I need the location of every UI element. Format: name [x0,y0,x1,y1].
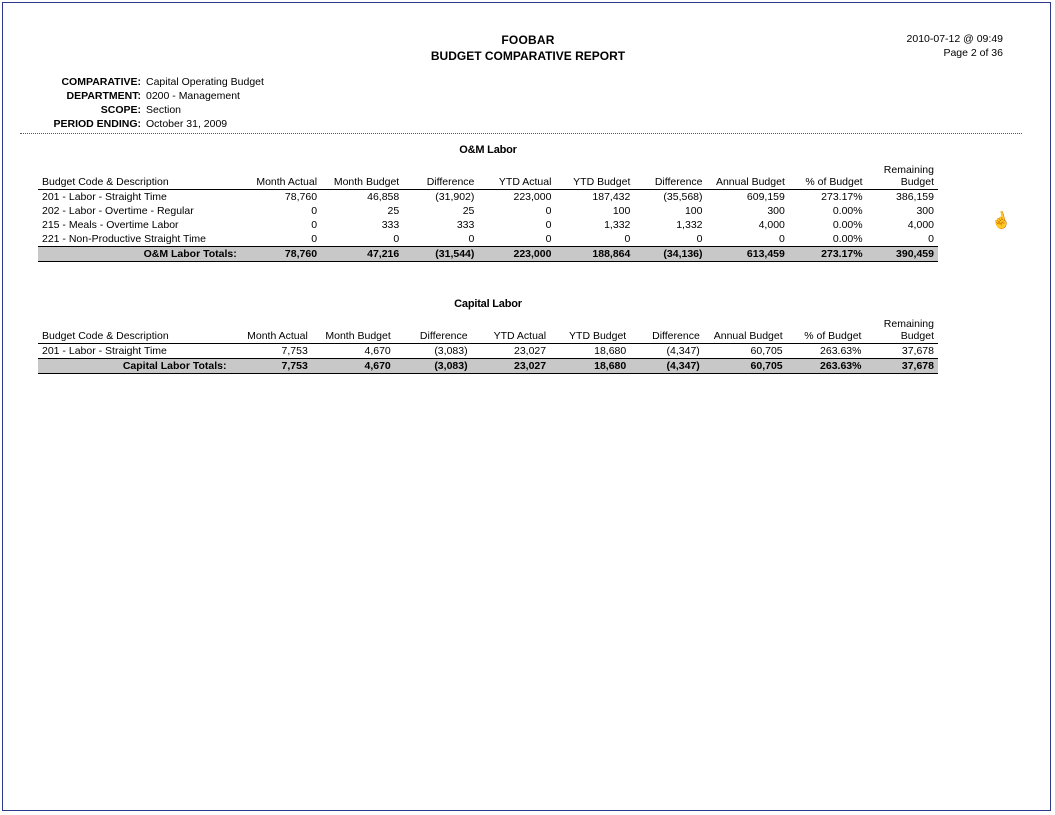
cell-total-month-actual: 7,753 [230,359,311,374]
cell-total-difference-2: (34,136) [634,247,706,262]
table-total-row [38,247,938,262]
table-row [38,218,938,232]
cell-total-month-actual: 78,760 [241,247,321,262]
cell-month-actual: 7,753 [281,345,308,357]
col-header-ytd-actual: YTD Actual [478,164,555,190]
cell-remaining-budget: 37,678 [901,345,934,357]
meta-value-department: 0200 - Management [146,90,240,102]
col-header-description: Budget Code & Description [38,318,230,344]
meta-value-period-ending: October 31, 2009 [146,118,228,130]
cell-description: 221 - Non-Productive Straight Time [42,233,206,245]
cell-remaining-budget: 0 [928,233,934,245]
page-title: BUDGET COMPARATIVE REPORT [430,49,626,63]
meta-value-scope: Section [146,104,182,116]
cell-month-budget: 333 [381,219,400,231]
cell-total-month-budget: 47,216 [321,247,403,262]
table-row [38,232,938,247]
meta-label-period-ending: PERIOD ENDING: [53,118,141,130]
report-header [18,11,1038,67]
cell-total-ytd-actual: 223,000 [478,247,555,262]
meta-row-department [36,89,1038,103]
col-header-difference: Difference [395,318,472,344]
cell-percent-of-budget: 273.17% [821,191,863,203]
col-header-difference: Difference [403,164,478,190]
cell-ytd-budget: 18,680 [594,345,627,357]
col-header-remaining-budget [867,164,938,190]
col-header-remaining-budget [865,318,938,344]
cell-difference-2: (4,347) [666,345,700,357]
cell-total-annual-budget: 613,459 [707,247,789,262]
cell-annual-budget: 300 [767,205,785,217]
table-row [38,204,938,218]
cell-ytd-budget: 100 [612,205,631,217]
cell-difference: (3,083) [434,345,468,357]
table-header-row [38,164,938,190]
cell-annual-budget: 609,159 [746,191,785,203]
col-header-ytd-actual: YTD Actual [472,318,551,344]
cell-ytd-actual: 223,000 [513,191,552,203]
col-header-percent-of-budget: % of Budget [789,164,867,190]
cell-total-month-budget: 4,670 [312,359,395,374]
cell-percent-of-budget: 0.00% [832,205,863,217]
cell-description: 215 - Meals - Overtime Labor [42,219,179,231]
table-header-row [38,318,938,344]
section-om-labor [18,144,1038,262]
company-name: FOOBAR [501,33,555,47]
col-header-annual-budget: Annual Budget [704,318,787,344]
cell-total-label: Capital Labor Totals: [38,359,230,374]
cell-difference: (31,902) [435,191,475,203]
cell-difference-2: 100 [684,205,703,217]
header-divider [20,133,1022,134]
cell-description: 201 - Labor - Straight Time [42,345,167,357]
col-header-remaining-budget-line2: Budget [900,330,934,342]
col-header-percent-of-budget: % of Budget [787,318,866,344]
meta-label-scope: SCOPE: [100,104,141,116]
meta-row-period-ending [36,117,1038,131]
cell-total-label: O&M Labor Totals: [38,247,241,262]
section-title-om-labor: O&M Labor [459,144,517,156]
cell-description: 202 - Labor - Overtime - Regular [42,205,194,217]
cell-total-ytd-budget: 188,864 [555,247,634,262]
cell-total-percent-of-budget: 273.17% [789,247,867,262]
report-timestamp: 2010-07-12 @ 09:49 [906,33,1003,45]
cell-ytd-actual: 0 [545,219,552,231]
cell-percent-of-budget: 0.00% [832,233,863,245]
cell-month-budget: 25 [387,205,400,217]
col-header-month-actual: Month Actual [241,164,321,190]
cell-percent-of-budget: 263.63% [820,345,862,357]
col-header-month-actual: Month Actual [230,318,311,344]
cell-ytd-budget: 1,332 [604,219,631,231]
table-capital-labor [38,318,938,374]
cell-annual-budget: 0 [779,233,785,245]
table-row [38,190,938,205]
cell-difference: 0 [468,233,475,245]
cell-annual-budget: 4,000 [758,219,785,231]
cell-remaining-budget: 300 [916,205,934,217]
report-meta [36,75,1038,131]
cell-ytd-budget: 0 [624,233,631,245]
page-number: Page 2 of 36 [943,47,1003,59]
cell-total-difference-2: (4,347) [630,359,704,374]
cell-annual-budget: 60,705 [750,345,783,357]
cell-difference-2: (35,568) [663,191,703,203]
report-page [18,11,1038,804]
cell-description: 201 - Labor - Straight Time [42,191,167,203]
cell-percent-of-budget: 0.00% [832,219,863,231]
cell-month-actual: 0 [311,205,318,217]
cell-month-budget: 4,670 [364,345,391,357]
cell-month-budget: 0 [393,233,400,245]
col-header-description: Budget Code & Description [38,164,241,190]
meta-row-scope [36,103,1038,117]
col-header-remaining-budget-line1: Remaining [883,164,934,176]
table-total-row [38,359,938,374]
col-header-annual-budget: Annual Budget [707,164,789,190]
cell-total-percent-of-budget: 263.63% [787,359,866,374]
cell-month-actual: 78,760 [284,191,318,203]
cell-total-ytd-actual: 23,027 [472,359,551,374]
col-header-remaining-budget-line2: Budget [900,176,934,188]
meta-label-department: DEPARTMENT: [66,90,141,102]
header-right-block [907,32,1003,60]
cell-ytd-actual: 23,027 [513,345,547,357]
section-capital-labor [18,298,1038,374]
col-header-difference-2: Difference [630,318,704,344]
cell-month-budget: 46,858 [367,191,400,203]
cell-total-ytd-budget: 18,680 [550,359,630,374]
cell-difference: 25 [462,205,475,217]
report-title-block [18,11,1038,63]
hand-cursor-icon: ☝ [989,210,1013,233]
cell-difference-2: 1,332 [676,219,703,231]
cell-ytd-actual: 0 [545,233,552,245]
table-om-labor [38,164,938,262]
cell-total-annual-budget: 60,705 [704,359,787,374]
section-title-capital-labor: Capital Labor [454,298,522,310]
cell-ytd-actual: 0 [545,205,552,217]
col-header-remaining-budget-line1: Remaining [883,318,934,330]
meta-row-comparative [36,75,1038,89]
cell-ytd-budget: 187,432 [592,191,631,203]
cell-difference: 333 [456,219,475,231]
col-header-ytd-budget: YTD Budget [550,318,630,344]
cell-month-actual: 0 [311,219,318,231]
cell-total-difference: (31,544) [403,247,478,262]
cell-total-remaining-budget: 37,678 [865,359,938,374]
col-header-difference-2: Difference [634,164,706,190]
col-header-month-budget: Month Budget [312,318,395,344]
meta-label-comparative: COMPARATIVE: [61,76,141,88]
cell-difference-2: 0 [696,233,703,245]
cell-month-actual: 0 [311,233,318,245]
cell-total-difference: (3,083) [395,359,472,374]
meta-value-comparative: Capital Operating Budget [146,76,264,88]
cell-total-remaining-budget: 390,459 [867,247,938,262]
col-header-ytd-budget: YTD Budget [555,164,634,190]
table-row [38,344,938,359]
cell-remaining-budget: 386,159 [896,191,934,203]
report-page-frame [2,2,1051,811]
col-header-month-budget: Month Budget [321,164,403,190]
cell-remaining-budget: 4,000 [907,219,934,231]
